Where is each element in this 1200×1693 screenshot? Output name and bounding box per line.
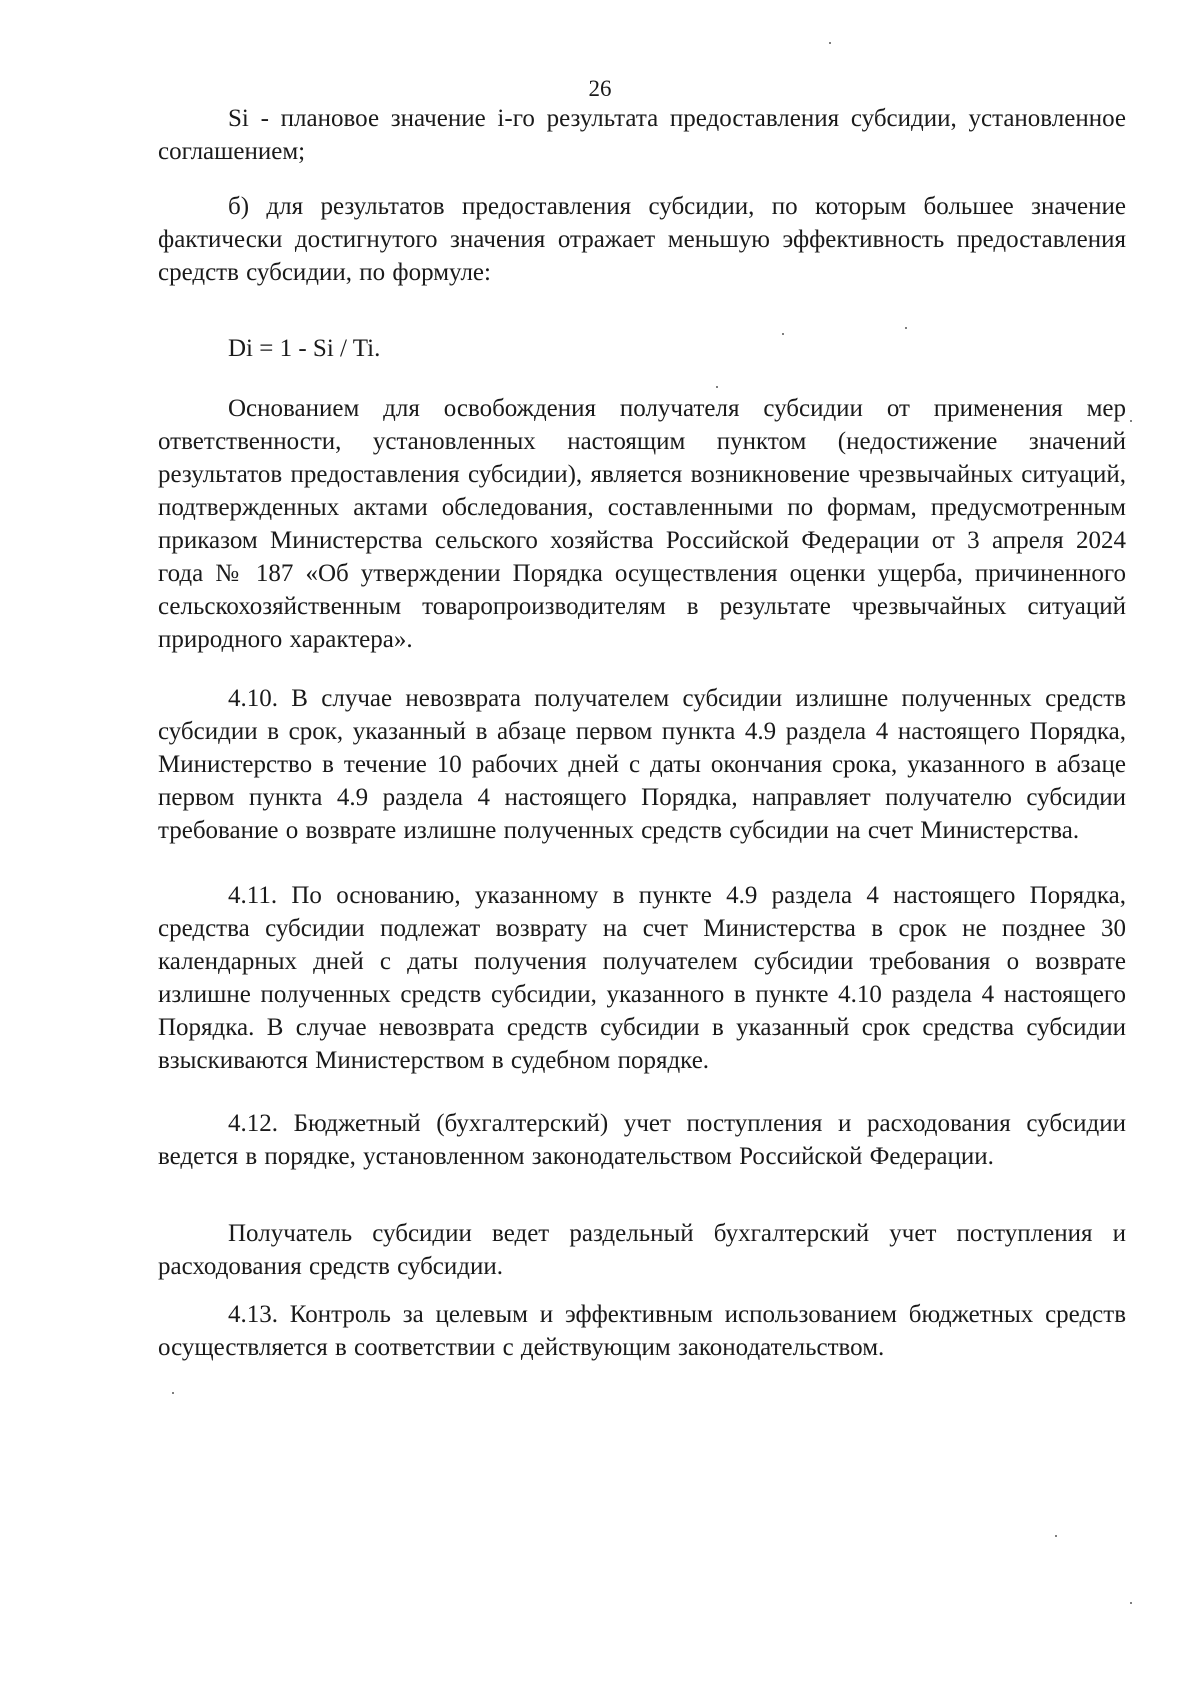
scan-speck	[829, 42, 831, 44]
scan-speck	[782, 333, 784, 335]
paragraph-4-13: 4.13. Контроль за целевым и эффективным использованием бюджетных средств осуществляется в соответствии с действующим законодательством.	[158, 1301, 1126, 1361]
scan-speck	[1130, 1602, 1132, 1604]
formula: Di = 1 - Si / Ti.	[228, 335, 381, 362]
paragraph-4-11: 4.11. По основанию, указанному в пункте 4.9 раздела 4 настоящего Порядка, средства субсидии подлежат возврату на счет Министерства в срок не позднее 30 календарных дней с даты получения получателем субсидии требования о возврате излишне полученных средств субсидии, указанного в пункте 4.10 раздела 4 настоящего Порядка. В случае невозврата средств субсидии в указанный срок средства субсидии взыскиваются Министерством в судебном порядке.	[158, 882, 1126, 1074]
scan-speck	[1055, 1535, 1057, 1537]
paragraph-4-12: 4.12. Бюджетный (бухгалтерский) учет поступления и расходования субсидии ведется в порядке, установленном законодательством Российской Федерации.	[158, 1110, 1126, 1170]
scan-speck	[905, 327, 907, 329]
paragraph-separate-accounting: Получатель субсидии ведет раздельный бухгалтерский учет поступления и расходования средств субсидии.	[158, 1220, 1126, 1280]
paragraph-4-10: 4.10. В случае невозврата получателем субсидии излишне полученных средств субсидии в срок, указанный в абзаце первом пункта 4.9 раздела 4 настоящего Порядка, Министерство в течение 10 рабочих дней с даты окончания срока, указанного в абзаце первом пункта 4.9 раздела 4 настоящего Порядка, направляет получателю субсидии требование о возврате излишне полученных средств субсидии на счет Министерства.	[158, 685, 1126, 844]
paragraph-si-definition: Si - плановое значение i-го результата предоставления субсидии, установленное соглашением;	[158, 105, 1126, 165]
page-number: 26	[588, 76, 612, 101]
scan-speck	[172, 1392, 174, 1394]
scan-speck	[716, 386, 718, 388]
paragraph-exemption-grounds: Основанием для освобождения получателя субсидии от применения мер ответственности, установленных настоящим пунктом (недостижение значений результатов предоставления субсидии), является возникновение чрезвычайных ситуаций, подтвержденных актами обследования, составленными по формам, предусмотренным приказом Министерства сельского хозяйства Российской Федерации от 3 апреля 2024 года № 187 «Об утверждении Порядка осуществления оценки ущерба, причиненного сельскохозяйственным товаропроизводителям в результате чрезвычайных ситуаций природного характера».	[158, 395, 1126, 653]
scan-speck	[1130, 420, 1132, 422]
paragraph-formula-intro: б) для результатов предоставления субсидии, по которым большее значение фактически достигнутого значения отражает меньшую эффективность предоставления средств субсидии, по формуле:	[158, 193, 1126, 286]
